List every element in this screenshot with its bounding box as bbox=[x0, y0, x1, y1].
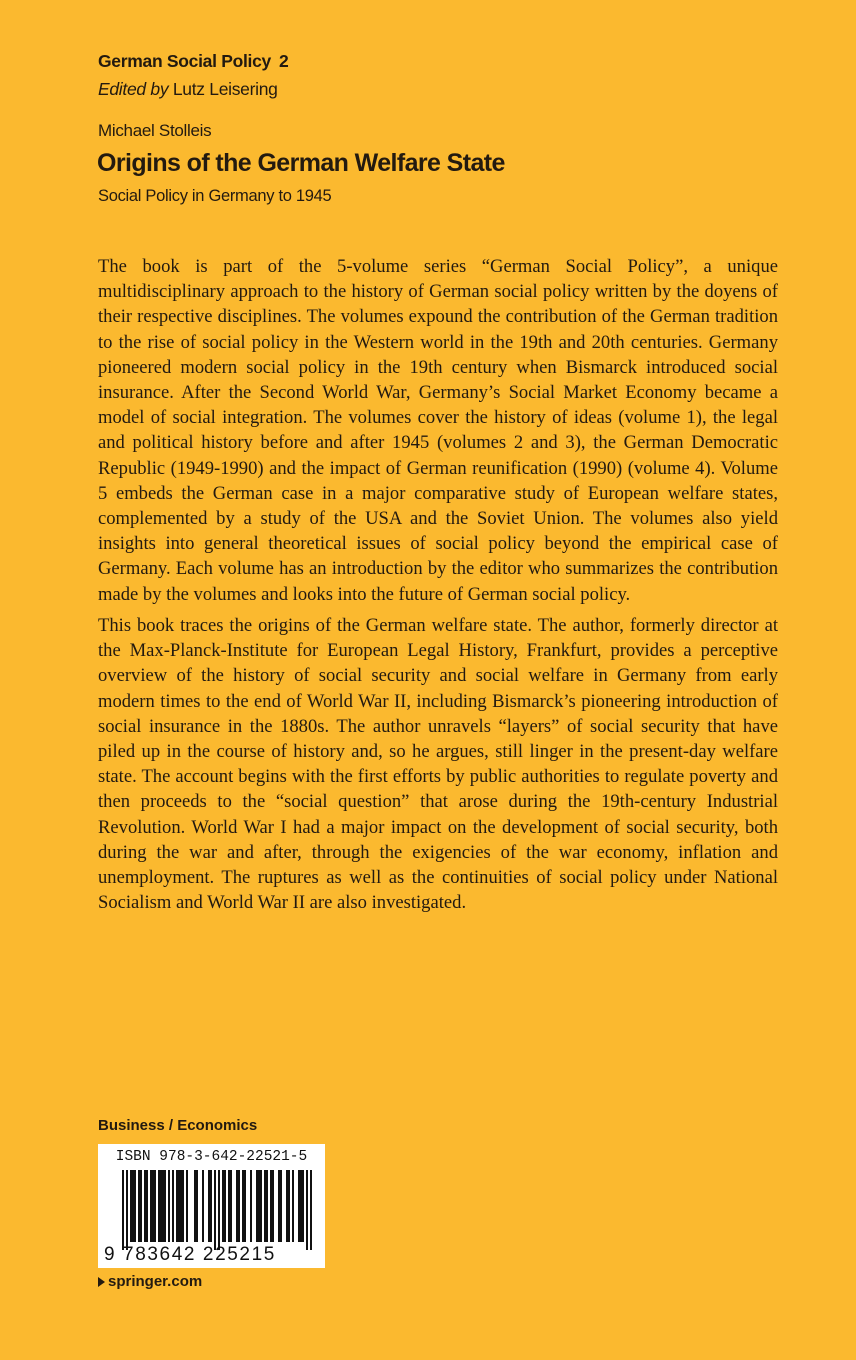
barcode-bar bbox=[154, 1170, 156, 1242]
barcode-bar bbox=[266, 1170, 268, 1242]
author-name: Michael Stolleis bbox=[98, 121, 212, 140]
barcode-bar bbox=[224, 1170, 226, 1242]
barcode-bar bbox=[146, 1170, 148, 1242]
barcode-bar bbox=[298, 1170, 300, 1242]
barcode-bar bbox=[250, 1170, 252, 1242]
barcode-bar bbox=[210, 1170, 212, 1242]
editor-name: Lutz Leisering bbox=[172, 79, 278, 99]
book-title: Origins of the German Welfare State bbox=[97, 149, 505, 177]
barcode-bar bbox=[214, 1170, 216, 1250]
barcode-bar bbox=[162, 1170, 164, 1242]
barcode-bar bbox=[272, 1170, 274, 1242]
barcode-bar bbox=[310, 1170, 312, 1250]
barcode-bar bbox=[260, 1170, 262, 1242]
barcode-bar bbox=[126, 1170, 128, 1250]
subject-category: Business / Economics bbox=[98, 1117, 258, 1134]
barcode-bar bbox=[134, 1170, 136, 1242]
publisher-link-text: springer.com bbox=[108, 1273, 203, 1290]
barcode-digits: 9 783642 225215 bbox=[104, 1244, 276, 1265]
barcode-bar bbox=[208, 1170, 210, 1242]
barcode-bar bbox=[258, 1170, 260, 1242]
barcode-bar bbox=[158, 1170, 160, 1242]
barcode-bar bbox=[160, 1170, 162, 1242]
barcode-bar bbox=[230, 1170, 232, 1242]
editor-line bbox=[98, 78, 278, 100]
description-paragraph-series: The book is part of the 5-volume series “German Social Policy”, a unique multidisciplinary approach to the history of German social policy written by the doyens of their respective disciplines. The volumes expound the contribution of the German tradition to the rise of social policy in the Western world in the 19th and 20th centuries. Germany pioneered modern social policy in the 19th century when Bismarck introduced social insurance. After the Second World War, Germany’s Social Market Economy became a model of social integration. The volumes cover the history of ideas (volume 1), the legal and political history before and after 1945 (volumes 2 and 3), the German Democratic Republic (1949-1990) and the impact of German reunification (1990) (volume 4). Volume 5 embeds the German case in a major comparative study of European welfare states, complemented by a study of the USA and the Soviet Union. The volumes also yield insights into general theoretical issues of social policy beyond the empirical case of Germany. Each volume has an introduction by the editor who summarizes the contribution made by the volumes and looks into the future of German social policy. bbox=[98, 256, 778, 605]
series-title bbox=[98, 50, 288, 72]
barcode-bar bbox=[164, 1170, 166, 1242]
barcode-bar bbox=[236, 1170, 238, 1242]
barcode-bar bbox=[278, 1170, 280, 1242]
barcode-bar bbox=[292, 1170, 294, 1242]
barcode-bar bbox=[264, 1170, 266, 1242]
barcode-bar bbox=[150, 1170, 152, 1242]
barcode-bar bbox=[218, 1170, 220, 1250]
barcode-bar bbox=[286, 1170, 288, 1242]
isbn-label: ISBN 978-3-642-22521-5 bbox=[115, 1149, 308, 1165]
arrow-right-icon bbox=[98, 1277, 105, 1287]
barcode-bar bbox=[172, 1170, 174, 1242]
series-name: German Social Policy bbox=[98, 51, 271, 71]
barcode-bar bbox=[186, 1170, 188, 1242]
barcode-bar bbox=[178, 1170, 180, 1242]
barcode-bar bbox=[144, 1170, 146, 1242]
barcode-bar bbox=[270, 1170, 272, 1242]
barcode-bar bbox=[256, 1170, 258, 1242]
barcode-bar bbox=[280, 1170, 282, 1242]
barcode-bar bbox=[132, 1170, 134, 1242]
barcode-bar bbox=[196, 1170, 198, 1242]
barcode-bar bbox=[182, 1170, 184, 1242]
barcode-bar bbox=[194, 1170, 196, 1242]
book-subtitle: Social Policy in Germany to 1945 bbox=[98, 187, 332, 205]
barcode-bar bbox=[176, 1170, 178, 1242]
barcode-bar bbox=[130, 1170, 132, 1242]
isbn-barcode bbox=[98, 1144, 325, 1268]
editor-prefix: Edited by bbox=[98, 79, 169, 99]
barcode-bar bbox=[244, 1170, 246, 1242]
publisher-link[interactable] bbox=[98, 1272, 202, 1292]
barcode-bar bbox=[306, 1170, 308, 1250]
barcode-bar bbox=[202, 1170, 204, 1242]
barcode-bar bbox=[168, 1170, 170, 1242]
barcode-bar bbox=[152, 1170, 154, 1242]
barcode-bar bbox=[300, 1170, 302, 1242]
barcode-bar bbox=[122, 1170, 124, 1250]
description-paragraph-book: This book traces the origins of the German welfare state. The author, formerly director at the Max-Planck-Institute for European Legal History, Frankfurt, provides a perceptive overview of the history of social security and social welfare in Germany from early modern times to the end of World War II, including Bismarck’s pioneering introduction of social insurance in the 1880s. The author unravels “layers” of social security that have piled up in the course of history and, so he argues, still linger in the present-day welfare state. The account begins with the first efforts by public authorities to regulate poverty and then proceeds to the “social question” that arose during the 19th-century Industrial Revolution. World War I had a major impact on the development of social security, both during the war and after, through the exigencies of the war economy, inflation and unemployment. The ruptures as well as the continuities of social policy under National Socialism and World War II are also investigated. bbox=[98, 615, 778, 914]
series-number: 2 bbox=[278, 51, 289, 71]
barcode-bar bbox=[140, 1170, 142, 1242]
barcode-bar bbox=[288, 1170, 290, 1242]
barcode-bar bbox=[222, 1170, 224, 1242]
barcode-bar bbox=[228, 1170, 230, 1242]
barcode-bar bbox=[238, 1170, 240, 1242]
barcode-bar bbox=[242, 1170, 244, 1242]
barcode-bar bbox=[138, 1170, 140, 1242]
barcode-bar bbox=[302, 1170, 304, 1242]
barcode-bar bbox=[180, 1170, 182, 1242]
